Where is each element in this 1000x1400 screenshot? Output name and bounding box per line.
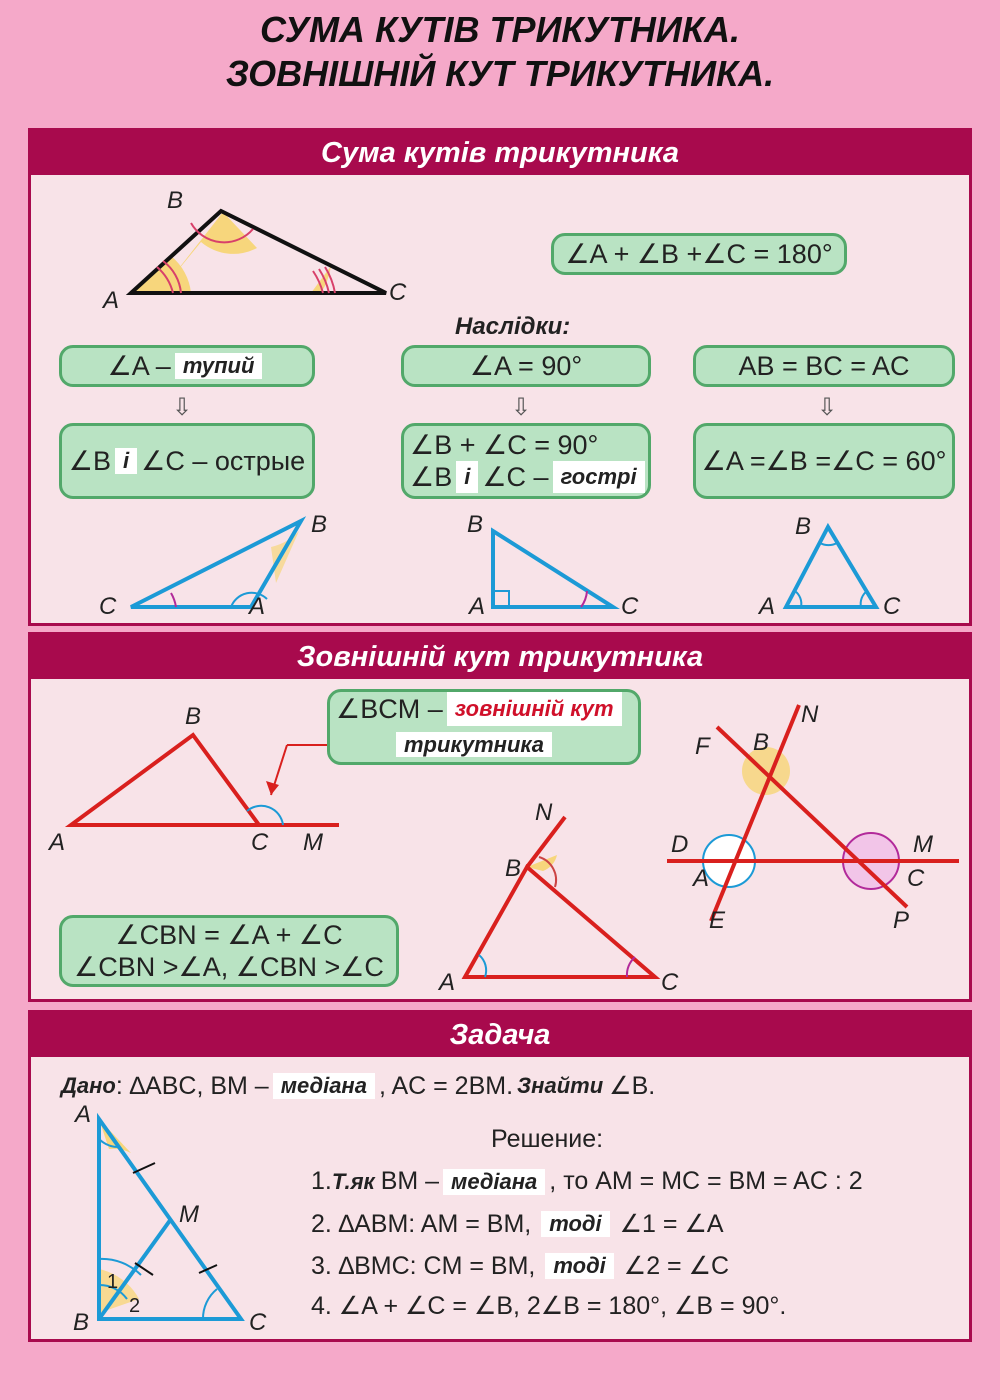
right-result-and: і — [456, 461, 478, 493]
label-a-right: A — [469, 593, 486, 620]
right-condition-text: ∠A = 90° — [469, 350, 583, 381]
obtuse-word: тупий — [175, 353, 263, 379]
solution-step-2 — [311, 1209, 724, 1239]
find-text: ∠B. — [609, 1072, 656, 1100]
exterior-triangle-1 — [71, 735, 339, 825]
label-a-ext3: A — [693, 865, 710, 892]
label-a-ext2: A — [439, 969, 456, 996]
arrow-down-icon: ⇩ — [172, 394, 193, 421]
right-result-line1: ∠B + ∠C = 90° — [410, 430, 599, 460]
obtuse-triangle — [131, 521, 301, 607]
label-a-obtuse: A — [249, 593, 266, 620]
label-n-ext3: N — [801, 701, 819, 728]
step-3-rest: ∠2 = ∠C — [623, 1252, 730, 1280]
label-b-problem: B — [73, 1309, 90, 1336]
label-c-main: C — [389, 279, 407, 306]
obtuse-condition-box — [59, 345, 315, 387]
section-exterior-angle-header: Зовнішній кут трикутника — [31, 635, 969, 679]
label-n-ext2: N — [535, 799, 553, 826]
definition-line1 — [336, 692, 626, 726]
label-c-problem: C — [249, 1309, 267, 1336]
label-b-ext1: B — [185, 703, 202, 730]
step-1-number: 1. — [311, 1167, 332, 1195]
page-title — [0, 8, 1000, 96]
equilateral-result-text: ∠A =∠B =∠C = 60° — [701, 445, 947, 476]
section-problem-header: Задача — [31, 1013, 969, 1057]
angle-sum-formula-text: ∠A + ∠B +∠C = 180° — [565, 238, 833, 269]
main-triangle — [131, 211, 386, 293]
label-m-ext1: M — [303, 829, 323, 856]
obtuse-condition-prefix: ∠A – — [107, 350, 171, 381]
section-angle-sum — [28, 128, 972, 626]
exterior-formula-line2: ∠CBN >∠A, ∠CBN >∠C — [74, 952, 384, 982]
given-label: Дано — [61, 1073, 116, 1098]
definition-prefix: ∠BCM – — [336, 694, 443, 724]
right-condition-box — [401, 345, 651, 387]
label-a-equilateral: A — [759, 593, 776, 620]
label-c-equilateral: C — [883, 593, 901, 620]
solution-title: Решение: — [491, 1125, 604, 1153]
equilateral-result-box — [693, 423, 955, 499]
angle-2-label: 2 — [129, 1295, 141, 1317]
label-p-ext3: P — [893, 907, 910, 934]
section-problem — [28, 1010, 972, 1342]
definition-line2 — [336, 726, 556, 762]
right-result-c: ∠C – — [482, 462, 549, 492]
step-1-since: Т.як — [331, 1168, 375, 1194]
solution-step-1 — [311, 1167, 863, 1196]
step-1-median-word: медіана — [443, 1169, 545, 1195]
obtuse-result-and: і — [115, 448, 137, 474]
label-e-ext3: E — [709, 907, 726, 934]
exterior-angle-word: зовнішній кут — [447, 692, 622, 726]
exterior-triangle-2 — [465, 817, 655, 977]
label-b-right: B — [467, 511, 484, 538]
label-f-ext3: F — [695, 733, 710, 760]
step-2-then: тоді — [541, 1211, 609, 1237]
label-b-obtuse: B — [311, 511, 328, 538]
exterior-angle-formula-box — [59, 915, 399, 987]
label-b-ext2: B — [505, 855, 522, 882]
right-result-b: ∠B — [410, 462, 453, 492]
exterior-formula-line1: ∠CBN = ∠A + ∠C — [115, 920, 343, 950]
solution-step-3 — [311, 1251, 729, 1281]
label-b-main: B — [167, 187, 184, 214]
equilateral-condition-box — [693, 345, 955, 387]
given-text-2: , AC = 2BM. — [378, 1071, 514, 1100]
step-2-rest: ∠1 = ∠A — [619, 1210, 724, 1238]
section-exterior-angle — [28, 632, 972, 1002]
arrow-down-icon: ⇩ — [511, 394, 532, 421]
label-d-ext3: D — [671, 831, 689, 858]
label-b-equilateral: B — [795, 513, 812, 540]
label-c-obtuse: C — [99, 593, 117, 620]
triangle-word: трикутника — [396, 732, 552, 757]
label-c-ext1: C — [251, 829, 269, 856]
right-result-box — [401, 423, 651, 499]
equilateral-condition-text: AB = BC = AC — [738, 350, 910, 381]
title-line-2: ЗОВНІШНІЙ КУТ ТРИКУТНИКА. — [225, 53, 775, 94]
median-word: медіана — [273, 1073, 375, 1099]
step-1-bm: BM – — [380, 1167, 440, 1195]
section-angle-sum-header: Сума кутів трикутника — [31, 131, 969, 175]
step-3-then: тоді — [545, 1253, 613, 1279]
given-text: : ∆ABC, BM – — [115, 1071, 269, 1100]
title-line-1: СУМА КУТІВ ТРИКУТНИКА. — [260, 9, 740, 50]
obtuse-result-rest: ∠C – острые — [141, 445, 306, 476]
label-a-main: A — [103, 287, 120, 314]
obtuse-result-b: ∠B — [68, 445, 112, 476]
acute-word: гострі — [553, 461, 645, 493]
right-triangle — [493, 531, 613, 607]
label-c-right: C — [621, 593, 639, 620]
label-m-ext3: M — [913, 831, 933, 858]
find-label: Знайти — [517, 1073, 604, 1098]
right-result-line2 — [410, 461, 649, 493]
label-a-problem: A — [75, 1101, 92, 1128]
arrow-down-icon: ⇩ — [817, 394, 838, 421]
exterior-angle-definition-box — [327, 689, 641, 765]
step-3-text: 3. ∆BMC: CM = BM, — [311, 1251, 536, 1280]
consequences-title: Наслідки: — [455, 313, 571, 340]
label-c-ext3: C — [907, 865, 925, 892]
angle-sum-formula — [551, 233, 847, 275]
label-m-problem: M — [179, 1201, 199, 1228]
solution-step-4: 4. ∠A + ∠C = ∠B, 2∠B = 180°, ∠B = 90°. — [311, 1292, 787, 1320]
label-b-ext3: B — [753, 729, 770, 756]
label-c-ext2: C — [661, 969, 679, 996]
obtuse-result-box — [59, 423, 315, 499]
angle-1-label: 1 — [107, 1271, 119, 1293]
label-a-ext1: A — [49, 829, 66, 856]
step-2-text: 2. ∆ABM: AM = BM, — [311, 1209, 532, 1238]
step-1-rest: , то AM = MC = BM = AC : 2 — [549, 1167, 863, 1195]
